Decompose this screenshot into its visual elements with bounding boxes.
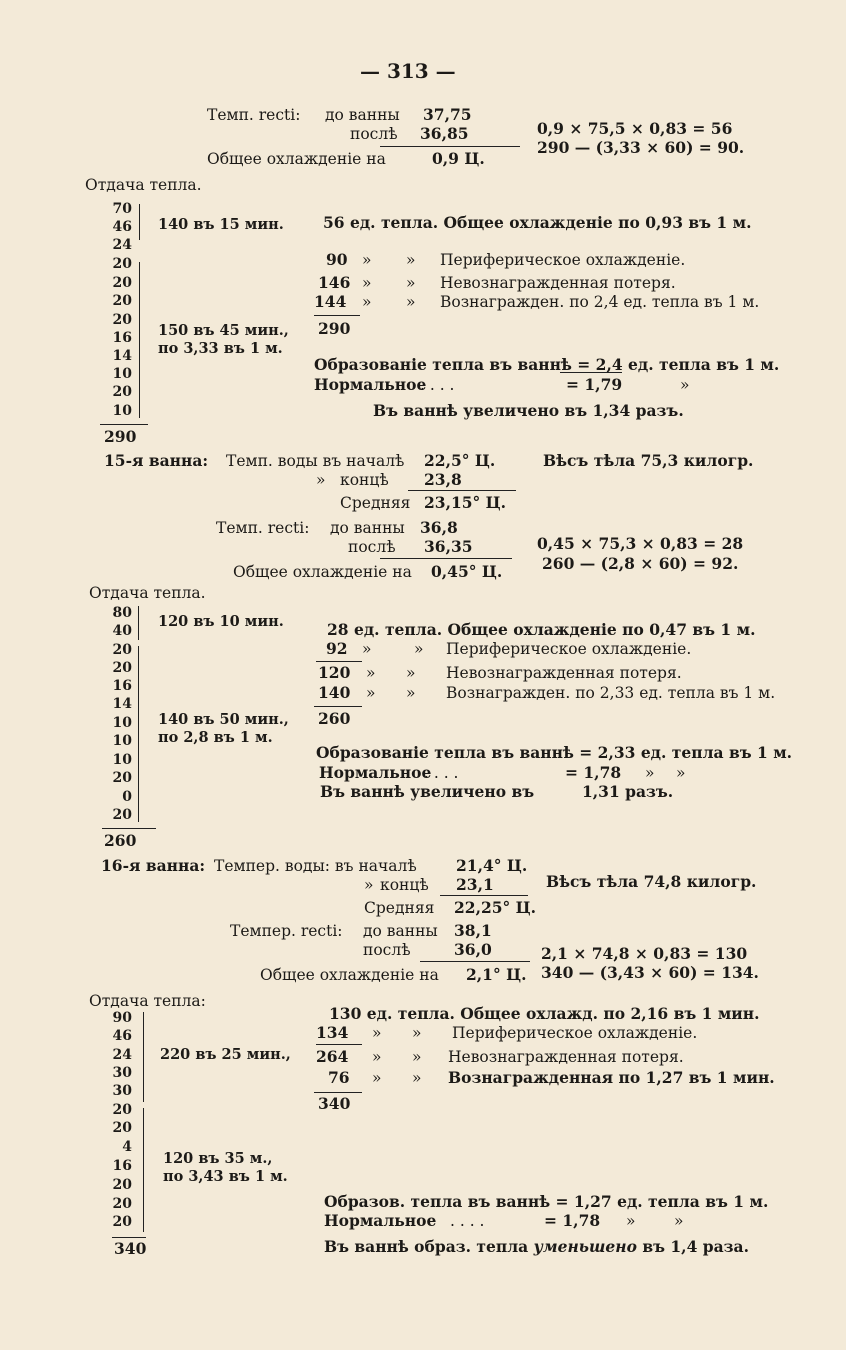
ditto-mark: »	[366, 664, 376, 682]
normal-label: Нормальное	[324, 1211, 437, 1230]
result-line-8	[324, 1238, 749, 1256]
before-value: 38,1	[454, 921, 492, 940]
result-num-4: 76	[328, 1068, 350, 1087]
ditto-mark: »	[680, 376, 690, 394]
bath-title: 15-я ванна:	[104, 451, 209, 470]
result-line-8-value: 1,31 разъ.	[582, 782, 674, 801]
total-number: 340	[114, 1239, 147, 1258]
brace	[138, 606, 139, 640]
before-label: до ванны	[363, 922, 438, 940]
value-number: 20	[112, 275, 132, 291]
calc-1: 2,1 × 74,8 × 0,83 = 130	[541, 944, 748, 963]
rule	[408, 490, 516, 491]
result-num-4: 140	[318, 683, 351, 702]
rule	[314, 315, 360, 316]
brace	[143, 1108, 144, 1232]
ditto-mark: »	[406, 274, 416, 292]
mean-label: Средняя	[340, 494, 411, 512]
value-number: 40	[112, 623, 132, 639]
value-number: 20	[112, 384, 132, 400]
normal-value: = 1,78	[565, 763, 622, 782]
value-number: 14	[112, 696, 132, 712]
calc-1: 0,45 × 75,3 × 0,83 = 28	[537, 534, 744, 553]
value-number: 10	[112, 733, 132, 749]
water-end: 23,8	[424, 470, 462, 489]
brace	[139, 204, 140, 240]
group-2-label: 150 въ 45 мин.,	[158, 322, 289, 339]
value-number: 16	[112, 330, 132, 346]
end-label: концѣ	[380, 876, 429, 894]
value-number: 20	[112, 1120, 132, 1136]
ditto-mark: »	[412, 1024, 422, 1042]
group-1-label: 140 въ 15 мин.	[158, 216, 284, 233]
after-label: послѣ	[363, 941, 411, 959]
value-number: 10	[112, 752, 132, 768]
mean-value: 22,25° Ц.	[454, 898, 537, 917]
calc-2: 340 — (3,43 × 60) = 134.	[541, 963, 759, 982]
group-2-rate: по 2,8 въ 1 м.	[158, 729, 273, 746]
rule	[314, 1092, 362, 1093]
result-line-8: Въ ваннѣ увеличено въ	[320, 782, 535, 801]
result-text-3: Невознагражденная потеря.	[440, 274, 676, 292]
ditto-mark: »	[372, 1024, 382, 1042]
water-label: Темп. воды въ началѣ	[226, 452, 405, 470]
result-text-4: Вознагражденная по 1,27 въ 1 мин.	[448, 1068, 775, 1087]
group-1-label: 120 въ 10 мин.	[158, 613, 284, 630]
value-number: 20	[112, 660, 132, 676]
normal-label: Нормальное	[319, 763, 432, 782]
value-number: 20	[112, 1214, 132, 1230]
value-number: 20	[112, 1196, 132, 1212]
total-cool-label: Общее охлажденіе на	[233, 563, 412, 581]
ditto-mark: »	[674, 1212, 684, 1230]
ditto-mark: »	[406, 664, 416, 682]
page-number: — 313 —	[360, 59, 456, 83]
value-number: 80	[112, 605, 132, 621]
result-text-4: Вознагражден. по 2,4 ед. тепла въ 1 м.	[440, 293, 760, 311]
result-text-2: Периферическое охлажденіе.	[452, 1024, 698, 1042]
normal-label: Нормальное	[314, 375, 427, 394]
body-weight: Вѣсъ тѣла 75,3 килогр.	[543, 451, 754, 470]
value-number: 14	[112, 348, 132, 364]
group-2-label: 120 въ 35 м.,	[163, 1150, 273, 1167]
after-value: 36,85	[420, 124, 469, 143]
dot-leader: . . . .	[420, 376, 455, 394]
value-number: 20	[112, 1102, 132, 1118]
ditto-mark: »	[362, 640, 372, 658]
dot-leader: . . . .	[424, 764, 459, 782]
value-number: 90	[112, 1010, 132, 1026]
normal-value: = 1,79	[566, 375, 623, 394]
group-2-label: 140 въ 50 мин.,	[158, 711, 289, 728]
water-label: Темпер. воды: въ началѣ	[214, 857, 417, 875]
mean-value: 23,15° Ц.	[424, 493, 507, 512]
rule	[100, 424, 148, 425]
total-number: 290	[104, 427, 137, 446]
total-cool-value: 0,9 Ц.	[432, 149, 485, 168]
value-number: 20	[112, 770, 132, 786]
water-start: 22,5° Ц.	[424, 451, 496, 470]
ditto-mark: »	[362, 293, 372, 311]
value-number: 20	[112, 312, 132, 328]
result-num-2: 134	[316, 1023, 349, 1042]
rule	[380, 146, 520, 147]
rule	[420, 961, 530, 962]
temp-rect-label: Темпер. recti:	[230, 922, 343, 940]
total-cool-label: Общее охлажденіе на	[207, 150, 386, 168]
value-number: 30	[112, 1065, 132, 1081]
value-number: 10	[112, 403, 132, 419]
before-value: 36,8	[420, 518, 458, 537]
result-text-4: Вознагражден. по 2,33 ед. тепла въ 1 м.	[446, 684, 776, 702]
calc-1: 0,9 × 75,5 × 0,83 = 56	[537, 119, 733, 138]
ditto-mark: »	[406, 251, 416, 269]
value-number: 46	[112, 219, 132, 235]
total-number: 260	[104, 831, 137, 850]
ditto-mark: »	[414, 640, 424, 658]
calc-2: 290 — (3,33 × 60) = 90.	[537, 138, 745, 157]
dot-leader: . . . .	[450, 1212, 485, 1230]
ditto-mark: »	[406, 293, 416, 311]
ditto-mark: »	[412, 1069, 422, 1087]
group-2-rate: по 3,43 въ 1 м.	[163, 1168, 288, 1185]
result-num-2: 90	[326, 250, 348, 269]
result-text-2: Периферическое охлажденіе.	[446, 640, 692, 658]
rule	[560, 372, 622, 373]
ditto-mark: »	[372, 1048, 382, 1066]
result-line-1: 130 ед. тепла. Общее охлажд. по 2,16 въ 1 мин.	[329, 1004, 760, 1023]
group-1-label: 220 въ 25 мин.,	[160, 1046, 291, 1063]
value-number: 46	[112, 1028, 132, 1044]
ditto-mark: »	[406, 684, 416, 702]
rule	[112, 1237, 146, 1238]
value-number: 20	[112, 256, 132, 272]
value-number: 16	[112, 678, 132, 694]
ditto-mark: »	[366, 684, 376, 702]
after-value: 36,35	[424, 537, 473, 556]
bath-title: 16-я ванна:	[101, 856, 206, 875]
ditto-mark: »	[362, 251, 372, 269]
result-text-2: Периферическое охлажденіе.	[440, 251, 686, 269]
result-text-3: Невознагражденная потеря.	[448, 1048, 684, 1066]
value-number: 10	[112, 366, 132, 382]
body-weight: Вѣсъ тѣла 74,8 килогр.	[546, 872, 757, 891]
result-num-3: 120	[318, 663, 351, 682]
total-cool-value: 0,45° Ц.	[431, 562, 503, 581]
rule	[440, 895, 528, 896]
calc-2: 260 — (2,8 × 60) = 92.	[542, 554, 739, 573]
value-number: 16	[112, 1158, 132, 1174]
ditto-mark: »	[364, 876, 374, 894]
ditto-mark: »	[316, 471, 326, 489]
heat-out-label: Отдача тепла.	[89, 584, 206, 602]
after-value: 36,0	[454, 940, 492, 959]
result-num-4: 144	[314, 292, 347, 311]
temp-rect-label: Темп. recti:	[216, 519, 310, 537]
result-line-8-suffix: въ 1,4 раза.	[642, 1237, 749, 1256]
value-number: 30	[112, 1083, 132, 1099]
ditto-mark: »	[676, 764, 686, 782]
before-label: до ванны	[325, 106, 400, 124]
ditto-mark: »	[372, 1069, 382, 1087]
result-line-1: 28 ед. тепла. Общее охлажденіе по 0,47 въ 1 м.	[327, 620, 756, 639]
water-start: 21,4° Ц.	[456, 856, 528, 875]
ditto-mark: »	[645, 764, 655, 782]
value-number: 70	[112, 201, 132, 217]
result-num-2: 92	[326, 639, 348, 658]
before-label: до ванны	[330, 519, 405, 537]
result-line-8-prefix: Въ ваннѣ образ. тепла	[324, 1237, 529, 1256]
rule	[314, 706, 362, 707]
value-number: 20	[112, 293, 132, 309]
result-line-1: 56 ед. тепла. Общее охлажденіе по 0,93 въ 1 м.	[323, 213, 752, 232]
result-num-3: 146	[318, 273, 351, 292]
mean-label: Средняя	[364, 899, 435, 917]
result-text-3: Невознагражденная потеря.	[446, 664, 682, 682]
result-sum: 260	[318, 709, 351, 728]
ditto-mark: »	[362, 274, 372, 292]
result-line-6: Образованіе тепла въ ваннѣ = 2,4 ед. тепла въ 1 м.	[314, 355, 780, 374]
after-label: послѣ	[348, 538, 396, 556]
value-number: 20	[112, 1177, 132, 1193]
normal-value: = 1,78	[544, 1211, 601, 1230]
value-number: 20	[112, 642, 132, 658]
end-label: концѣ	[340, 471, 389, 489]
value-number: 0	[122, 789, 132, 805]
after-label: послѣ	[350, 125, 398, 143]
result-line-8-emphasis: уменьшено	[533, 1237, 637, 1256]
brace	[143, 1012, 144, 1102]
value-number: 20	[112, 807, 132, 823]
total-cool-value: 2,1° Ц.	[466, 965, 527, 984]
temp-rect-label: Темп. recti:	[207, 106, 301, 124]
before-value: 37,75	[423, 105, 472, 124]
result-line-8: Въ ваннѣ увеличено въ 1,34 разъ.	[373, 401, 684, 420]
brace	[138, 646, 139, 822]
rule	[102, 828, 156, 829]
result-line-6: Образов. тепла въ ваннѣ = 1,27 ед. тепла въ 1 м.	[324, 1192, 769, 1211]
value-number: 10	[112, 715, 132, 731]
result-num-3: 264	[316, 1047, 349, 1066]
rule	[316, 661, 362, 662]
value-number: 4	[122, 1139, 132, 1155]
ditto-mark: »	[626, 1212, 636, 1230]
rule	[316, 1044, 362, 1045]
brace	[139, 262, 140, 418]
value-number: 24	[112, 1047, 132, 1063]
heat-out-label: Отдача тепла.	[85, 176, 202, 194]
total-cool-label: Общее охлажденіе на	[260, 966, 439, 984]
result-sum: 290	[318, 319, 351, 338]
result-line-6: Образованіе тепла въ ваннѣ = 2,33 ед. тепла въ 1 м.	[316, 743, 793, 762]
value-number: 24	[112, 237, 132, 253]
group-2-rate: по 3,33 въ 1 м.	[158, 340, 283, 357]
heat-out-label: Отдача тепла:	[89, 992, 206, 1010]
ditto-mark: »	[412, 1048, 422, 1066]
water-end: 23,1	[456, 875, 494, 894]
result-sum: 340	[318, 1094, 351, 1113]
rule	[380, 558, 512, 559]
